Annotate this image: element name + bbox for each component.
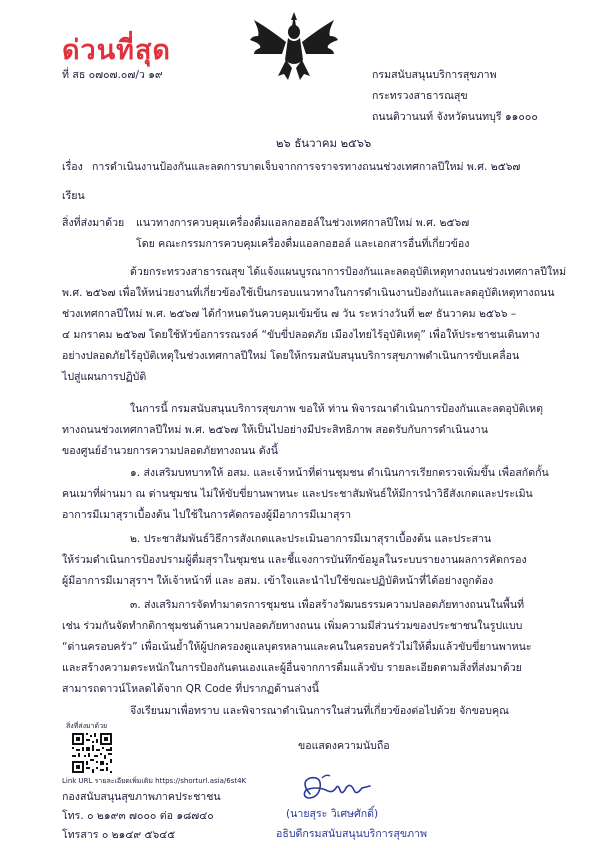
p2-line-1: ในการนี้ กรมสนับสนุนบริการสุขภาพ ขอให้ ท่าน พิจารณาดำเนินการป้องกันและลดอุบัติเหตุ xyxy=(130,403,544,415)
subject-text: การดำเนินงานป้องกันและลดการบาดเจ็บจากการจราจรทางถนนช่วงเทศกาลปีใหม่ พ.ศ. ๒๕๖๗ xyxy=(92,161,521,173)
item3-line-1: ๓. ส่งเสริมการจัดทำมาตรการชุมชน เพื่อสร้างวัฒนธรรมความปลอดภัยทางถนนในพื้นที่ xyxy=(130,599,525,611)
subject-label: เรื่อง xyxy=(62,161,83,173)
p1-line-4: ๔ มกราคม ๒๕๖๗ โดยใช้หัวข้อการรณรงค์ “ขับขี่ปลอดภัย เมืองไทยไร้อุบัติเหตุ” เพื่อให้ประชาชนเดินทาง xyxy=(62,329,540,341)
p1-line-1: ด้วยกระทรวงสาธารณสุข ได้แจ้งแผนบูรณาการป้องกันและลดอุบัติเหตุทางถนนช่วงเทศกาลปีใหม่ xyxy=(130,266,567,278)
enclosure-label: สิ่งที่ส่งมาด้วย xyxy=(62,217,125,229)
urgent-stamp: ด่วนที่สุด xyxy=(62,35,171,66)
p1-line-3: ช่วงเทศกาลปีใหม่ พ.ศ. ๒๕๖๗ ได้กำหนดวันควบคุมเข้มข้น ๗ วัน ระหว่างวันที่ ๒๙ ธันวาคม ๒๕๖๖ – xyxy=(62,308,517,320)
garuda-emblem-icon xyxy=(248,10,340,82)
qr-caption: สิ่งที่ส่งมาด้วย xyxy=(66,722,108,730)
p2-line-2: ทางถนนช่วงเทศกาลปีใหม่ พ.ศ. ๒๕๖๗ ให้เป็นไปอย่างมีประสิทธิภาพ สอดรับกับการดำเนินงาน xyxy=(62,424,488,436)
qr-code-icon[interactable] xyxy=(72,733,112,773)
org-line-1: กรมสนับสนุนบริการสุขภาพ xyxy=(372,69,497,81)
org-line-2: กระทรวงสาธารณสุข xyxy=(372,90,468,102)
p1-line-2: พ.ศ. ๒๕๖๗ เพื่อให้หน่วยงานที่เกี่ยวข้องใช้เป็นกรอบแนวทางในการดำเนินงานป้องกันและลดอุบัติเหตุทางถนน xyxy=(62,287,555,299)
salutation: เรียน xyxy=(62,190,85,202)
item3-line-3: “ด่านครอบครัว” เพื่อเน้นย้ำให้ผู้ปกครองดูแลบุตรหลานและคนในครอบครัวไม่ให้ดื่มแล้วขับขี่ยานพาหนะ xyxy=(62,641,532,653)
p2-line-3: ของศูนย์อำนวยการความปลอดภัยทางถนน ดังนี้ xyxy=(62,445,278,457)
item1-line-2: คนเมาที่ผ่านมา ณ ด่านชุมชน ไม่ให้ขับขี่ยานพาหนะ และประชาสัมพันธ์ให้มีการนำวิธีสังเกตและประเมิน xyxy=(62,488,533,500)
p1-line-5: อย่างปลอดภัยไร้อุบัติเหตุในช่วงเทศกาลปีใหม่ โดยให้กรมสนับสนุนบริการสุขภาพดำเนินการขับเคลื่อน xyxy=(62,350,520,362)
org-line-3: ถนนติวานนท์ จังหวัดนนทบุรี ๑๑๐๐๐ xyxy=(372,111,538,123)
item1-line-1: ๑. ส่งเสริมบทบาทให้ อสม. และเจ้าหน้าที่ด่านชุมชน ดำเนินการเรียกตรวจเพิ่มขึ้น เพื่อสกัดกั้น xyxy=(130,467,549,479)
item3-line-5: สามารถดาวน์โหลดได้จาก QR Code ที่ปรากฏด้านล่างนี้ xyxy=(62,683,320,695)
signer-name: (นายสุระ วิเศษศักดิ์) xyxy=(286,808,379,820)
item2-line-2: ให้ร่วมดำเนินการป้องปรามผู้ดื่มสุราในชุมชน และชี้แจงการบันทึกข้อมูลในระบบรายงานผลการคัดกรอง xyxy=(62,554,527,566)
item2-line-1: ๒. ประชาสัมพันธ์วิธีการสังเกตและประเมินอาการมีเมาสุราเบื้องต้น และประสาน xyxy=(130,533,492,545)
regards: ขอแสดงความนับถือ xyxy=(298,740,390,752)
signer-title: อธิบดีกรมสนับสนุนบริการสุขภาพ xyxy=(276,828,427,840)
reference-number: ที่ สธ ๐๗๐๗.๐๗/ว ๑๙ xyxy=(62,69,163,81)
item3-line-4: และสร้างความตระหนักในการป้องกันตนเองและผู้อื่นจากการดื่มแล้วขับ รายละเอียดตามสิ่งที่ส่งมาด้วย xyxy=(62,662,522,674)
item1-line-3: อาการมีเมาสุราเบื้องต้น ไปใช้ในการคัดกรองผู้มีอาการมีเมาสุรา xyxy=(62,509,352,521)
footer-division: กองสนับสนุนสุขภาพภาคประชาชน xyxy=(62,791,221,803)
closing-sentence: จึงเรียนมาเพื่อทราบ และพิจารณาดำเนินการในส่วนที่เกี่ยวข้องต่อไปด้วย จักขอบคุณ xyxy=(130,705,509,717)
item3-line-2: เช่น ร่วมกันจัดทำกติกาชุมชนด้านความปลอดภัยทางถนน เพิ่มความมีส่วนร่วมของประชาชนในรูปแบบ xyxy=(62,620,523,632)
item2-line-3: ผู้มีอาการมีเมาสุราฯ ให้เจ้าหน้าที่ และ อสม. เข้าใจและนำไปใช้ขณะปฏิบัติหน้าที่ได้อย่างถูกต้อง xyxy=(62,575,494,587)
handwritten-signature xyxy=(296,772,376,806)
footer-phone: โทร. ๐ ๒๑๙๓ ๗๐๐๐ ต่อ ๑๘๗๔๐ xyxy=(62,810,214,822)
enclosure-line-2: โดย คณะกรรมการควบคุมเครื่องดื่มแอลกอฮอล์ และเอกสารอื่นที่เกี่ยวข้อง xyxy=(136,238,470,250)
p1-line-6: ไปสู่แผนการปฏิบัติ xyxy=(62,371,147,383)
enclosure-line-1: แนวทางการควบคุมเครื่องดื่มแอลกอฮอล์ในช่วงเทศกาลปีใหม่ พ.ศ. ๒๕๖๗ xyxy=(136,217,470,229)
document-date: ๒๖ ธันวาคม ๒๕๖๖ xyxy=(276,136,372,150)
qr-link-text[interactable]: Link URL รายละเอียดเพิ่มเติม https://shorturl.asia/6st4K xyxy=(62,777,247,785)
footer-fax: โทรสาร ๐ ๒๑๔๙ ๕๖๔๕ xyxy=(62,829,176,841)
